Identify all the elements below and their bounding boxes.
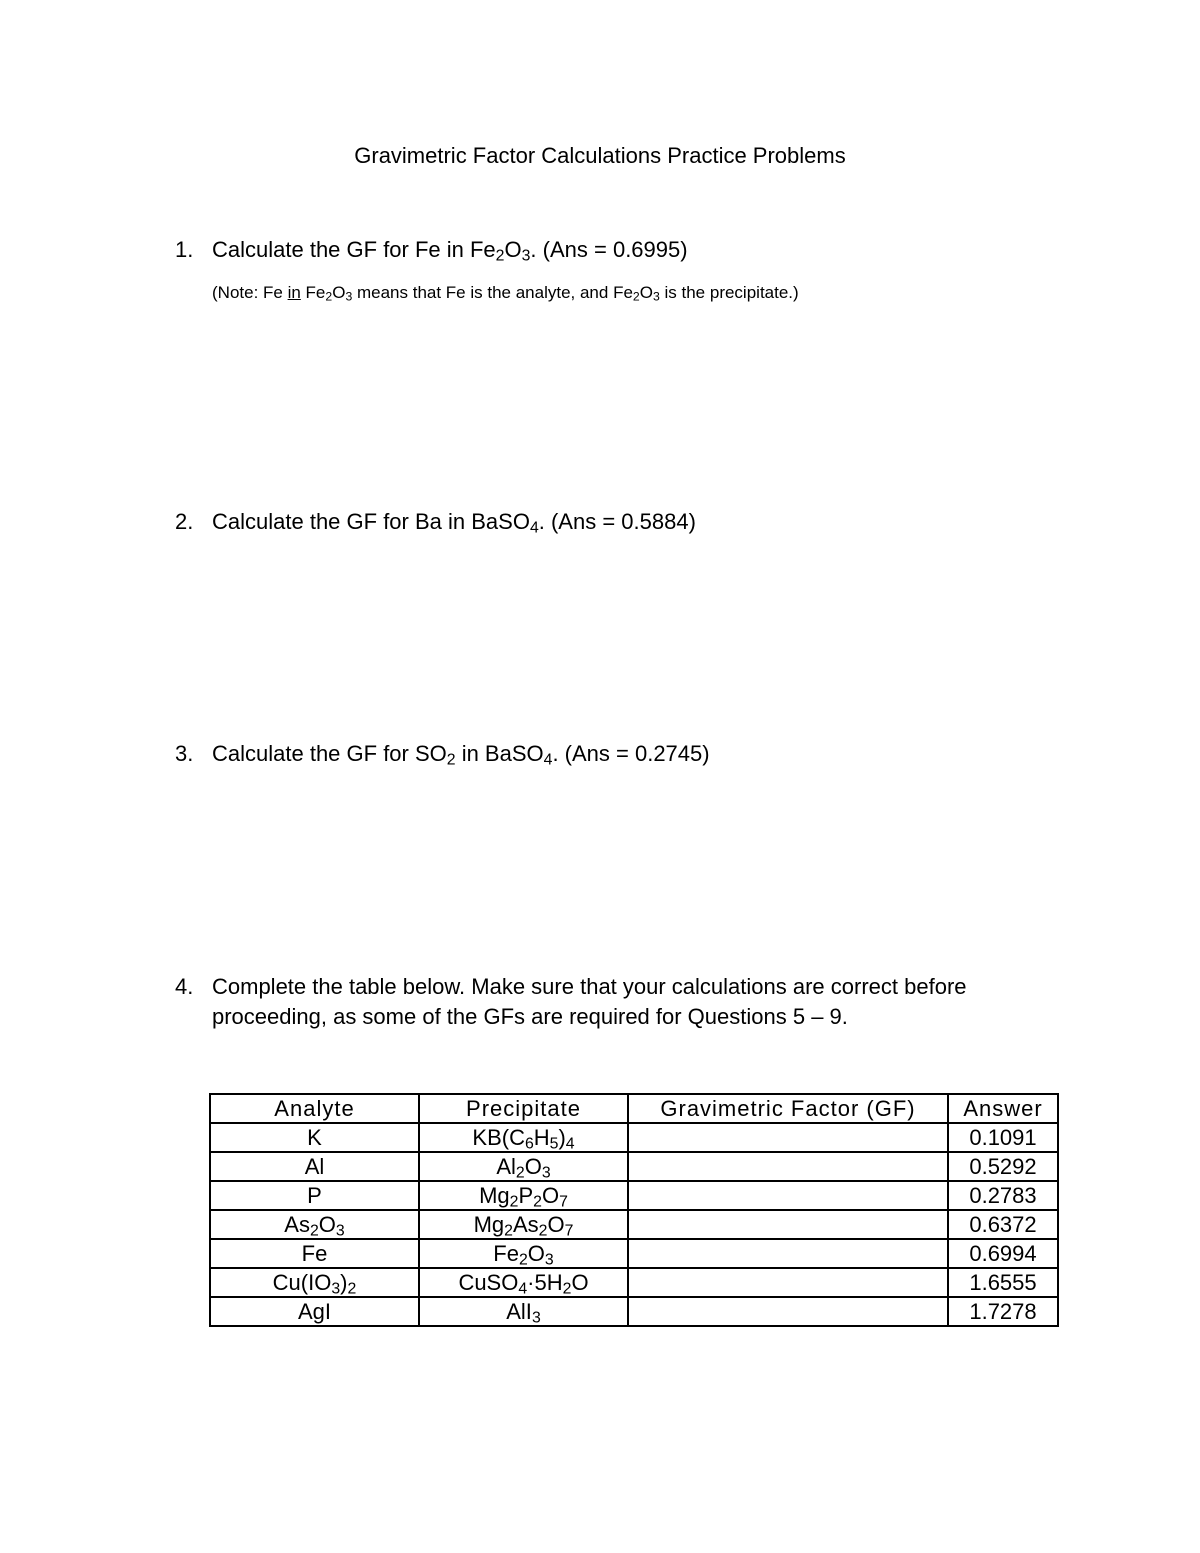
subscript: 2 <box>538 1221 548 1239</box>
cell-precipitate <box>419 1297 628 1326</box>
subscript: 3 <box>652 289 660 304</box>
subscript: 2 <box>515 1163 525 1181</box>
subscript: 2 <box>325 289 333 304</box>
question-2 <box>175 507 1055 537</box>
subscript: 2 <box>533 1192 542 1210</box>
cell-answer: 0.6372 <box>948 1210 1058 1239</box>
cell-gravimetric-factor[interactable] <box>628 1268 948 1297</box>
text-run: ·5H <box>527 1269 563 1295</box>
text-run: Calculate the GF for Ba in BaSO <box>212 509 530 534</box>
text-run: Mg <box>479 1182 510 1208</box>
text-run: in BaSO <box>455 741 544 766</box>
cell-answer: 0.5292 <box>948 1152 1058 1181</box>
table-row <box>210 1297 1058 1326</box>
text-run: Al <box>496 1153 516 1179</box>
subscript: 2 <box>347 1279 357 1297</box>
question-3 <box>175 739 1055 769</box>
cell-precipitate <box>419 1152 628 1181</box>
header-gravimetric-factor: Gravimetric Factor (GF) <box>628 1094 948 1123</box>
text-run: O <box>524 1153 542 1179</box>
text-run: O <box>541 1182 560 1208</box>
header-precipitate: Precipitate <box>419 1094 628 1123</box>
table-body <box>210 1123 1058 1326</box>
text-run: O <box>504 237 522 262</box>
page-title: Gravimetric Factor Calculations Practice Problems <box>354 143 846 168</box>
cell-analyte <box>210 1268 419 1297</box>
text-run: As <box>284 1211 310 1237</box>
text-run: H <box>533 1124 550 1150</box>
text-run: O <box>318 1211 336 1237</box>
subscript: 2 <box>504 1221 513 1239</box>
cell-gravimetric-factor[interactable] <box>628 1123 948 1152</box>
table-row <box>210 1123 1058 1152</box>
text-run: CuSO <box>458 1269 519 1295</box>
text-run: Cu(IO <box>272 1269 332 1295</box>
cell-precipitate <box>419 1210 628 1239</box>
subscript: 6 <box>524 1134 534 1152</box>
text-run: means that Fe is the analyte, and Fe <box>352 283 633 302</box>
subscript: 7 <box>564 1221 574 1239</box>
cell-analyte <box>210 1152 419 1181</box>
subscript: 3 <box>544 1250 554 1268</box>
question-text <box>212 972 1055 1032</box>
subscript: 3 <box>541 1163 551 1181</box>
text-run: P <box>518 1182 534 1208</box>
table-row <box>210 1239 1058 1268</box>
question-number: 1. <box>175 237 194 262</box>
subscript: 3 <box>331 1279 341 1297</box>
subscript: 2 <box>518 1250 528 1268</box>
text-run: ) <box>340 1269 348 1295</box>
text-run: Fe <box>301 1240 328 1266</box>
cell-precipitate <box>419 1268 628 1297</box>
cell-answer: 0.2783 <box>948 1181 1058 1210</box>
question-text <box>212 739 1055 769</box>
text-run: . (Ans = 0.6995) <box>530 237 688 262</box>
question-text <box>212 507 1055 537</box>
cell-analyte <box>210 1297 419 1326</box>
text-run: KB(C <box>472 1124 525 1150</box>
cell-answer: 1.6555 <box>948 1268 1058 1297</box>
text-run: Calculate the GF for SO <box>212 741 447 766</box>
cell-gravimetric-factor[interactable] <box>628 1152 948 1181</box>
table-header-row <box>210 1094 1058 1123</box>
text-run: ) <box>558 1124 566 1150</box>
subscript: 2 <box>309 1221 319 1239</box>
text-run: O <box>639 283 653 302</box>
text-run: (Note: Fe <box>212 283 288 302</box>
question-number: 4. <box>175 974 194 999</box>
question-1 <box>175 235 1055 265</box>
question-1-note <box>212 280 799 306</box>
subscript: 5 <box>549 1134 559 1152</box>
header-analyte: Analyte <box>210 1094 419 1123</box>
subscript: 2 <box>562 1279 572 1297</box>
cell-gravimetric-factor[interactable] <box>628 1239 948 1268</box>
table-row <box>210 1181 1058 1210</box>
subscript: 2 <box>509 1192 519 1210</box>
subscript: 4 <box>543 751 553 769</box>
cell-precipitate <box>419 1181 628 1210</box>
subscript: 3 <box>345 289 353 304</box>
cell-answer: 0.1091 <box>948 1123 1058 1152</box>
cell-analyte <box>210 1239 419 1268</box>
cell-answer: 1.7278 <box>948 1297 1058 1326</box>
text-run: O <box>547 1211 565 1237</box>
table-row <box>210 1210 1058 1239</box>
table-row <box>210 1268 1058 1297</box>
cell-gravimetric-factor[interactable] <box>628 1210 948 1239</box>
question-4 <box>175 972 1055 1032</box>
text-run: O <box>571 1269 589 1295</box>
text-run: Al <box>304 1153 325 1179</box>
header-answer: Answer <box>948 1094 1058 1123</box>
subscript: 4 <box>565 1134 575 1152</box>
gf-table <box>209 1093 1059 1327</box>
table-row <box>210 1152 1058 1181</box>
text-run: Mg <box>473 1211 505 1237</box>
subscript: 3 <box>521 247 531 265</box>
question-text <box>212 235 1055 265</box>
text-run: P <box>307 1182 322 1208</box>
underlined-text: in <box>287 283 301 302</box>
question-number: 2. <box>175 509 194 534</box>
text-run: Calculate the GF for Fe in Fe <box>212 237 496 262</box>
cell-analyte <box>210 1210 419 1239</box>
cell-precipitate <box>419 1239 628 1268</box>
subscript: 2 <box>632 289 640 304</box>
subscript: 2 <box>446 751 456 769</box>
text-run: AlI <box>506 1298 532 1324</box>
text-run: AgI <box>297 1298 332 1324</box>
cell-precipitate <box>419 1123 628 1152</box>
subscript: 4 <box>529 519 539 537</box>
subscript: 2 <box>495 247 505 265</box>
text-run: O <box>527 1240 545 1266</box>
text-run: As <box>512 1211 539 1237</box>
text-run: Fe <box>493 1240 519 1266</box>
text-line: Complete the table below. Make sure that your calculations are correct before <box>212 974 967 999</box>
subscript: 3 <box>531 1308 541 1326</box>
text-run: O <box>332 283 346 302</box>
text-run: Fe <box>300 283 326 302</box>
question-number: 3. <box>175 741 194 766</box>
cell-analyte <box>210 1123 419 1152</box>
subscript: 4 <box>518 1279 528 1297</box>
subscript: 3 <box>335 1221 345 1239</box>
text-run: . (Ans = 0.2745) <box>552 741 710 766</box>
cell-gravimetric-factor[interactable] <box>628 1181 948 1210</box>
cell-answer: 0.6994 <box>948 1239 1058 1268</box>
cell-gravimetric-factor[interactable] <box>628 1297 948 1326</box>
text-run: is the precipitate.) <box>659 283 799 302</box>
subscript: 7 <box>559 1192 568 1210</box>
text-line: proceeding, as some of the GFs are required for Questions 5 – 9. <box>212 1004 848 1029</box>
cell-analyte <box>210 1181 419 1210</box>
text-run: . (Ans = 0.5884) <box>538 509 696 534</box>
text-run: K <box>307 1124 322 1150</box>
